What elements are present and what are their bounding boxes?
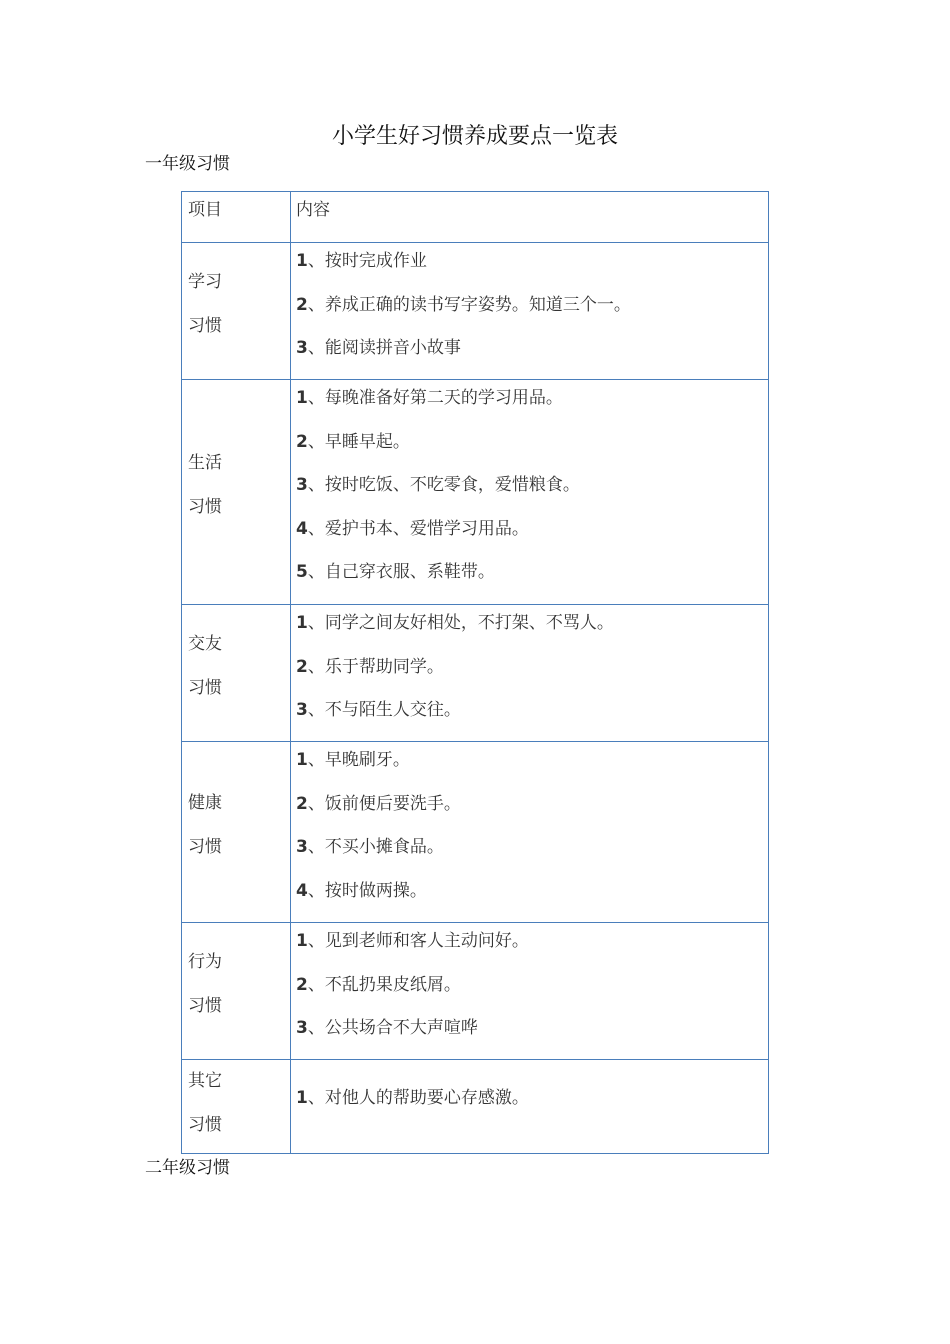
- category-cell: [182, 605, 291, 742]
- content-cell: [291, 742, 769, 923]
- list-item: 5、自己穿衣服、系鞋带。: [296, 562, 495, 583]
- list-item: 1、见到老师和客人主动问好。: [296, 931, 529, 951]
- category-label: 生活: [188, 453, 222, 473]
- table-header-row: [182, 192, 769, 243]
- table-row: [182, 923, 769, 1060]
- header-label-item: 项目: [188, 200, 222, 220]
- category-label: 学习: [188, 272, 222, 292]
- category-label: 习惯: [188, 496, 222, 517]
- header-label-content: 内容: [296, 200, 330, 220]
- category-label: 健康: [188, 793, 222, 813]
- list-item: 3、公共场合不大声喧哗: [296, 1018, 478, 1039]
- category-label: 习惯: [188, 836, 222, 857]
- category-label: 交友: [188, 634, 222, 654]
- content-cell: [291, 1060, 769, 1154]
- list-item: 4、爱护书本、爱惜学习用品。: [296, 518, 529, 539]
- list-item: 3、不买小摊食品。: [296, 837, 444, 858]
- category-label: 习惯: [188, 995, 222, 1016]
- list-item: 2、饭前便后要洗手。: [296, 793, 461, 814]
- category-label: 其它: [188, 1071, 222, 1091]
- habits-table: [181, 191, 769, 1154]
- list-item: 1、早晚刷牙。: [296, 750, 410, 770]
- content-cell: [291, 605, 769, 742]
- list-item: 1、对他人的帮助要心存感激。: [296, 1088, 529, 1108]
- list-item: 2、养成正确的读书写字姿势。知道三个一。: [296, 294, 631, 315]
- header-cell-item: [182, 192, 291, 243]
- list-item: 3、能阅读拼音小故事: [296, 338, 461, 359]
- list-item: 2、早睡早起。: [296, 431, 410, 452]
- content-cell: [291, 923, 769, 1060]
- content-cell: [291, 380, 769, 605]
- list-item: 4、按时做两操。: [296, 880, 427, 901]
- category-label: 习惯: [188, 677, 222, 698]
- header-cell-content: [291, 192, 769, 243]
- table-row: [182, 605, 769, 742]
- content-cell: [291, 243, 769, 380]
- list-item: 1、同学之间友好相处，不打架、不骂人。: [296, 613, 614, 633]
- list-item: 1、每晚准备好第二天的学习用品。: [296, 388, 563, 408]
- list-item: 3、按时吃饭、不吃零食，爱惜粮食。: [296, 475, 580, 496]
- table-row: [182, 1060, 769, 1154]
- table-row: [182, 243, 769, 380]
- list-item: 2、不乱扔果皮纸屑。: [296, 974, 461, 995]
- category-label: 行为: [188, 952, 222, 972]
- list-item: 1、按时完成作业: [296, 251, 427, 271]
- category-label: 习惯: [188, 315, 222, 336]
- category-cell: [182, 1060, 291, 1154]
- category-label: 习惯: [188, 1114, 222, 1135]
- page-title: 小学生好习惯养成要点一览表: [331, 124, 618, 149]
- table-row: [182, 742, 769, 923]
- category-cell: [182, 243, 291, 380]
- table-row: [182, 380, 769, 605]
- grade-1-heading: 一年级习惯: [145, 154, 230, 174]
- grade-2-heading: 二年级习惯: [145, 1158, 230, 1178]
- list-item: 2、乐于帮助同学。: [296, 656, 444, 677]
- category-cell: [182, 923, 291, 1060]
- category-cell: [182, 742, 291, 923]
- list-item: 3、不与陌生人交往。: [296, 700, 461, 721]
- category-cell: [182, 380, 291, 605]
